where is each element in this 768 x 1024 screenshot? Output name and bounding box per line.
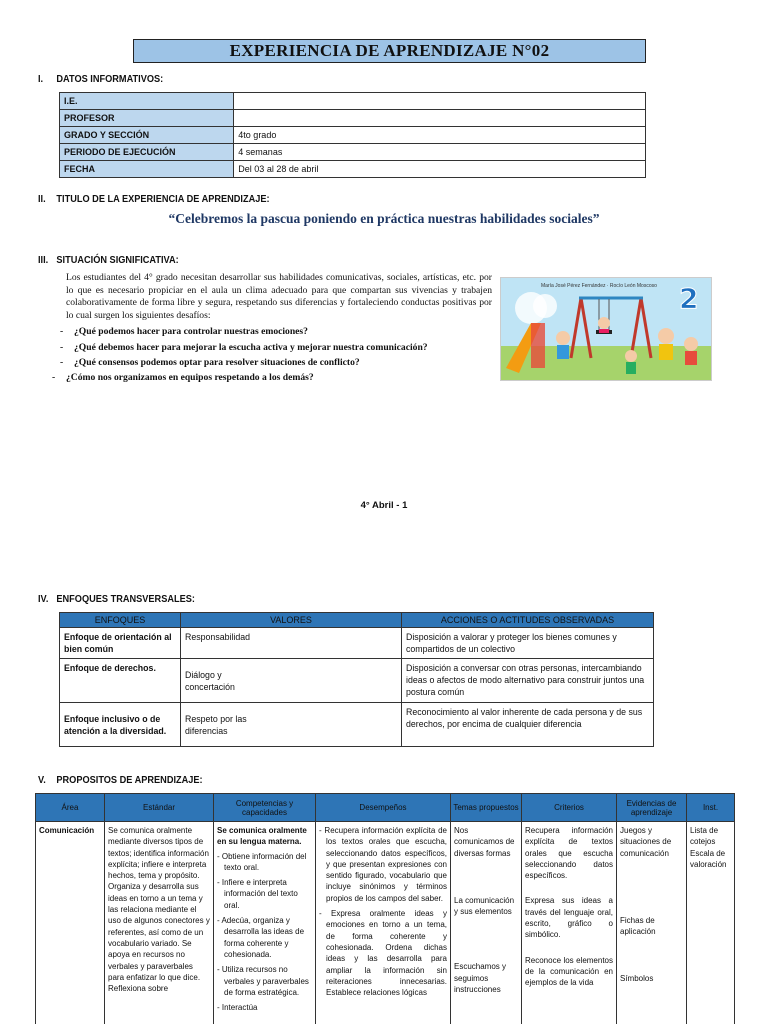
section-1-heading [38, 74, 163, 85]
page-marker: 4° Abril - 1 [360, 500, 408, 511]
info-value [234, 93, 646, 110]
evidencia-item: Fichas de aplicación [620, 915, 656, 937]
experience-title: “Celebremos la pascua poniendo en práctica nuestras habilidades sociales” [168, 211, 600, 226]
evidencias-cell [617, 822, 687, 1024]
instrumento-item: Lista de cotejos [690, 826, 719, 847]
criterio-item: Expresa sus ideas a través del lenguaje oral, escrito, gráfico o simbólico. [525, 896, 613, 940]
propositos-header: Desempeños [316, 794, 451, 822]
capacidad-item: - Utiliza recursos no verbales y paraverbales de forma estratégica. [217, 965, 309, 997]
capacidad-item: - Infiere e interpreta información del texto oral. [217, 878, 298, 910]
tema-item: Escuchamos y seguimos instrucciones [454, 962, 507, 995]
accion-cell: Disposición a conversar con otras personas, intercambiando ideas o afectos de modo alternativo para construir juntos una postura común [402, 659, 654, 703]
capacidad-item: - Obtiene información del texto oral. [217, 851, 307, 872]
enfoques-row [60, 659, 654, 703]
info-table [59, 92, 646, 178]
question-item [52, 372, 314, 383]
section-2-label: TITULO DE LA EXPERIENCIA DE APRENDIZAJE: [56, 194, 270, 205]
illustration-authors: María José Pérez Fernández · Rocío León Moscoso [541, 283, 657, 289]
valor-cell [181, 703, 402, 747]
propositos-header: Criterios [522, 794, 617, 822]
tema-item: La comunicación y sus elementos [454, 895, 515, 917]
question-text: ¿Qué debemos hacer para mejorar la escucha activa y mejorar nuestra comunicación? [74, 342, 428, 353]
enfoque-cell: Enfoque de orientación al bien común [60, 628, 181, 659]
enfoque-cell: Enfoque inclusivo o de atención a la diversidad. [60, 703, 181, 747]
section-4-heading [38, 594, 195, 605]
question-dash: - [60, 357, 64, 368]
section-2-heading [38, 194, 270, 205]
section-3-number: III. [38, 255, 49, 266]
section-3-label: SITUACIÓN SIGNIFICATIVA: [56, 255, 179, 266]
section-1-label: DATOS INFORMATIVOS: [56, 74, 164, 85]
estandar-cell: Se comunica oralmente mediante diversos tipos de textos; identifica información explícita; infiere e interpreta hechos, tema y propósito. Organiza y desarrolla sus ideas en torno a un tema y las relaciona mediante el uso de algunos conectores y referentes, así como de un vocabulario variado. Se apoya en recursos no verbales y paraverbales para enfatizar lo que dice. Reflexiona sobre [105, 822, 214, 1024]
info-row [60, 161, 646, 178]
info-value [234, 110, 646, 127]
enfoques-header: ACCIONES O ACTITUDES OBSERVADAS [402, 613, 654, 628]
valor-text: Respeto por las diferencias [185, 713, 247, 736]
evidencia-item: Símbolos [620, 974, 654, 984]
instrumento-item: Escala de valoración [690, 848, 727, 869]
criterio-item: Recupera información explícita de textos orales que escucha seleccionando datos específicos. [525, 826, 613, 881]
section-4-label: ENFOQUES TRANSVERSALES: [56, 594, 195, 605]
capacidad-item: - Adecúa, organiza y desarrolla las ideas de forma coherente y cohesionada. [217, 916, 305, 959]
propositos-header: Evidencias de aprendizaje [617, 794, 687, 822]
info-row [60, 144, 646, 161]
situation-paragraph: Los estudiantes del 4° grado necesitan desarrollar sus habilidades comunicativas, sociales, artísticas, etc. por lo que es necesario propiciar en el aula un clima adecuado para que compartan sus vivencias y trabajen colaborativamente de forma libre y segura, respetando sus diferencias y fortaleciendo conductas positivas por lo cual surgen los siguientes desafíos: [66, 272, 492, 321]
info-value: Del 03 al 28 de abril [234, 161, 646, 178]
propositos-header: Temas propuestos [451, 794, 522, 822]
propositos-table [35, 793, 735, 1024]
question-dash: - [60, 342, 64, 353]
enfoque-cell: Enfoque de derechos. [60, 659, 181, 703]
evidencia-item: Juegos y situaciones de comunicación [620, 826, 672, 858]
info-label: FECHA [60, 161, 234, 178]
section-3-heading [38, 255, 179, 266]
criterio-item: Reconoce los elementos de la comunicación en ejemplos de la vida [525, 955, 613, 988]
section-4-number: IV. [38, 594, 49, 605]
area-cell: Comunicación [36, 822, 105, 1024]
desempeno-item: - Expresa oralmente ideas y emociones en torno a un tema, de forma coherente y cohesionada. Ordena dichas ideas y las desarrolla para ampliar la información sin reiteraciones innecesarias. Establece relaciones lógicas [319, 909, 447, 998]
info-label: GRADO Y SECCIÓN [60, 127, 234, 144]
competencias-cell [214, 822, 316, 1024]
info-row [60, 110, 646, 127]
info-label: PROFESOR [60, 110, 234, 127]
question-dash: - [52, 372, 56, 383]
playground-scene-icon [501, 278, 712, 381]
section-5-heading [38, 775, 203, 786]
info-label: PERIODO DE EJECUCIÓN [60, 144, 234, 161]
criterios-cell [522, 822, 617, 1024]
enfoques-header-row [60, 613, 654, 628]
desempeno-item: - Recupera información explícita de los textos orales que escucha, seleccionando datos específicos, y que presentan expresiones con sentido figurado, vocabulario que incluye sinónimos y términos propios de los campos del saber. [319, 826, 447, 903]
valor-cell: Responsabilidad [181, 628, 402, 659]
question-item [60, 357, 360, 368]
section-1-number: I. [38, 74, 44, 85]
question-item [60, 326, 308, 337]
enfoques-row [60, 703, 654, 747]
question-text: ¿Qué consensos podemos optar para resolver situaciones de conflicto? [74, 357, 360, 368]
question-text: ¿Qué podemos hacer para controlar nuestras emociones? [74, 326, 308, 337]
playground-illustration [500, 277, 712, 381]
capacidades-list [217, 851, 312, 1014]
propositos-row [36, 822, 735, 1024]
tema-item: Nos comunicamos de diversas formas [454, 826, 515, 858]
desempenos-cell [316, 822, 451, 1024]
accion-cell: Reconocimiento al valor inherente de cada persona y de sus derechos, por encima de cualquier diferencia [402, 703, 654, 747]
propositos-header: Competencias y capacidades [214, 794, 316, 822]
instrumentos-cell [687, 822, 735, 1024]
info-row [60, 93, 646, 110]
section-2-number: II. [38, 194, 46, 205]
desempenos-list [319, 825, 447, 998]
temas-cell [451, 822, 522, 1024]
question-text: ¿Cómo nos organizamos en equipos respetando a los demás? [66, 372, 314, 383]
illustration-badge: 2 [679, 282, 699, 315]
enfoques-header: ENFOQUES [60, 613, 181, 628]
info-value: 4 semanas [234, 144, 646, 161]
accion-cell: Disposición a valorar y proteger los bienes comunes y compartidos de un colectivo [402, 628, 654, 659]
question-item [60, 342, 428, 353]
valor-cell [181, 659, 402, 703]
enfoques-table [59, 612, 654, 747]
propositos-header: Área [36, 794, 105, 822]
info-label: I.E. [60, 93, 234, 110]
info-value: 4to grado [234, 127, 646, 144]
valor-text: Diálogo y concertación [185, 669, 235, 692]
propositos-header-row [36, 794, 735, 822]
competencia-title: Se comunica oralmente en su lengua materna. [217, 826, 307, 847]
enfoques-header: VALORES [181, 613, 402, 628]
info-row [60, 127, 646, 144]
section-5-label: PROPOSITOS DE APRENDIZAJE: [56, 775, 203, 786]
question-dash: - [60, 326, 64, 337]
propositos-header: Inst. [687, 794, 735, 822]
enfoques-row [60, 628, 654, 659]
capacidad-item: - Interactúa [217, 1003, 258, 1013]
document-title: EXPERIENCIA DE APRENDIZAJE N°02 [133, 39, 646, 63]
section-5-number: V. [38, 775, 46, 786]
propositos-header: Estándar [105, 794, 214, 822]
